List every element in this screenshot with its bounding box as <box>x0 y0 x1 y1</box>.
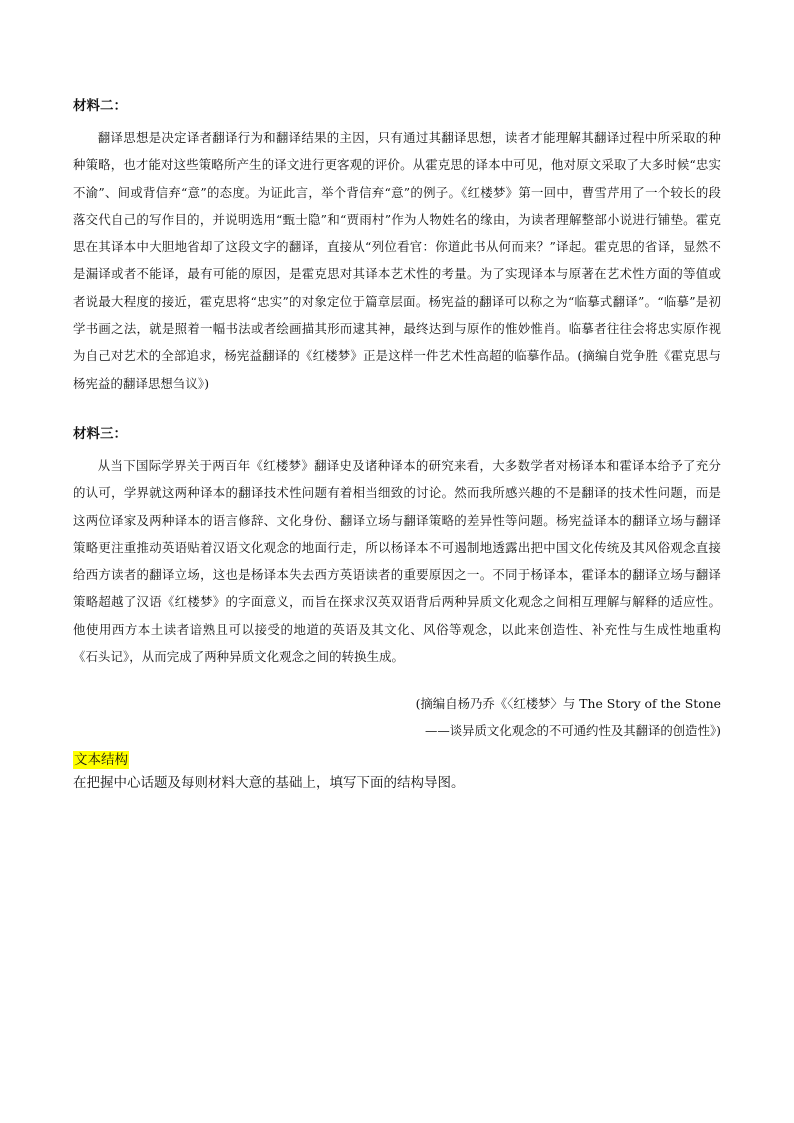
material-3-paragraph: 从当下国际学界关于两百年《红楼梦》翻译史及诸种译本的研究来看，大多数学者对杨译本和霍译本给予了充分的认可，学界就这两种译本的翻译技术性问题有着相当细致的讨论。然而我所感兴趣的不是翻译的技术性问题，而是这两位译家及两种译本的语言修辞、文化身份、翻译立场与翻译策略的差异性等问题。杨宪益译本的翻译立场与翻译策略更注重推动英语贴着汉语文化观念的地面行走，所以杨译本不可遏制地透露出把中国文化传统及其风俗观念直接给西方读者的翻译立场，这也是杨译本失去西方英语读者的重要原因之一。不同于杨译本，霍译本的翻译立场与翻译策略超越了汉语《红楼梦》的字面意义，而旨在探求汉英双语背后两种异质文化观念之间相互理解与解释的适应性。他使用西方本土读者谙熟且可以接受的地道的英语及其文化、风俗等观念，以此来创造性、补充性与生成性地重构《石头记》，从而完成了两种异质文化观念之间的转换生成。 <box>73 458 721 665</box>
text-structure-section <box>73 749 721 794</box>
material-3-source <box>73 690 721 744</box>
material-2 <box>73 95 721 397</box>
material-3 <box>73 423 721 670</box>
material-3-heading: 材料三： <box>73 426 127 442</box>
material-2-paragraph: 翻译思想是决定译者翻译行为和翻译结果的主因，只有通过其翻译思想，读者才能理解其翻译过程中所采取的种种策略，也才能对这些策略所产生的译文进行更客观的评价。从霍克思的译本中可见，他对原文采取了大多时候“忠实不渝”、间或背信弃“意”的态度。为证此言，举个背信弃“意”的例子。《红楼梦》第一回中，曹雪芹用了一个较长的段落交代自己的写作目的，并说明选用“甄士隐”和“贾雨村”作为人物姓名的缘由，为读者理解整部小说进行铺垫。霍克思在其译本中大胆地省却了这段文字的翻译，直接从“列位看官：你道此书从何而来？”译起。霍克思的省译，显然不是漏译或者不能译，最有可能的原因，是霍克思对其译本艺术性的考量。为了实现译本与原著在艺术性方面的等值或者说最大程度的接近，霍克思将“忠实”的对象定位于篇章层面。杨宪益的翻译可以称之为“临摹式翻译”。“临摹”是初学书画之法，就是照着一幅书法或者绘画描其形而逮其神，最终达到与原作的惟妙惟肖。临摹者往往会将忠实原作视为自己对艺术的全部追求，杨宪益翻译的《红楼梦》正是这样一件艺术性高超的临摹作品。(摘编自党争胜《霍克思与杨宪益的翻译思想刍议》) <box>73 130 721 391</box>
source-line-2: ——谈异质文化观念的不可通约性及其翻译的创造性》) <box>424 723 721 738</box>
section-tag: 文本结构 <box>74 752 128 768</box>
source-line-1: (摘编自杨乃乔《〈红楼梦〉与 The Story of the Stone <box>415 696 721 711</box>
section-instruction: 在把握中心话题及每则材料大意的基础上，填写下面的结构导图。 <box>73 775 465 791</box>
material-2-heading: 材料二： <box>73 98 127 114</box>
